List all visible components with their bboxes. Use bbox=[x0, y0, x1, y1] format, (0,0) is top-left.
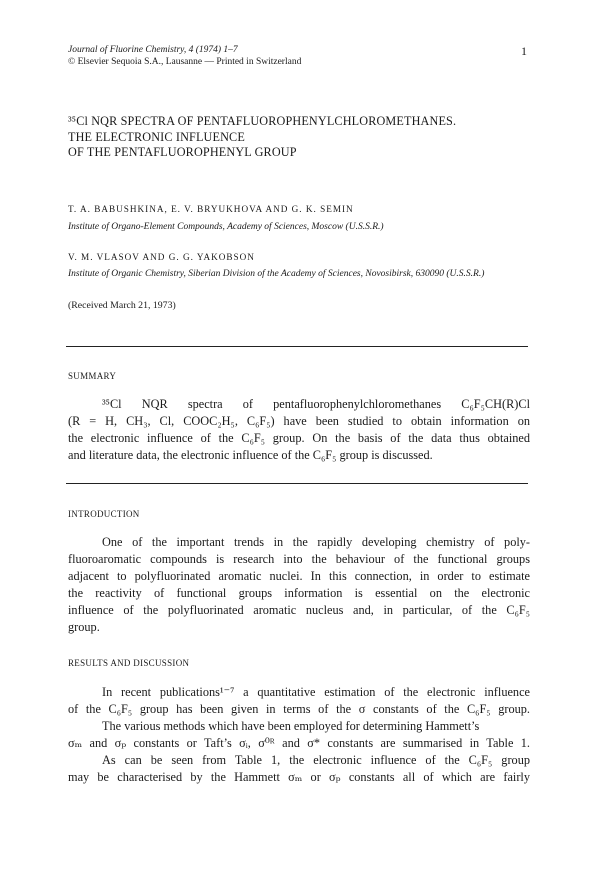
text-line: fluoroaromatic compounds is research into the behaviour of the functional groups bbox=[68, 552, 530, 566]
text-line: In recent publications¹⁻⁷ a quantitative estimation of the electronic influence bbox=[102, 685, 530, 699]
text-line: may be characterised by the Hammett σₘ or σₚ constants all of which are fairly bbox=[68, 770, 530, 784]
text-line: influence of the polyfluorinated aromatic nucleus and, in particular, of the C₆F₅ bbox=[68, 603, 530, 617]
author-list: T. A. BABUSHKINA, E. V. BRYUKHOVA AND G. K. SEMIN bbox=[68, 204, 354, 214]
title-line: OF THE PENTAFLUOROPHENYL GROUP bbox=[68, 145, 297, 159]
text-line: (R = H, CH₃, Cl, COOC₂H₅, C₆F₅) have been studied to obtain information on bbox=[68, 414, 530, 428]
section-heading-summary: SUMMARY bbox=[68, 371, 117, 381]
section-heading-introduction: INTRODUCTION bbox=[68, 509, 140, 519]
page-number: 1 bbox=[521, 44, 527, 58]
received-date: (Received March 21, 1973) bbox=[68, 300, 176, 311]
divider bbox=[66, 346, 528, 347]
results-text bbox=[68, 684, 530, 786]
text-line: σₘ and σₚ constants or Taft’s σᵢ, σ⁰ᴿ and σ* constants are summarised in Table 1. bbox=[68, 736, 530, 750]
copyright-line: © Elsevier Sequoia S.A., Lausanne — Printed in Switzerland bbox=[68, 57, 302, 67]
text-line: group. bbox=[68, 620, 100, 634]
text-line: adjacent to polyfluorinated aromatic nuclei. In this connection, in order to estimate bbox=[68, 569, 530, 583]
affiliation: Institute of Organo-Element Compounds, Academy of Sciences, Moscow (U.S.S.R.) bbox=[68, 222, 384, 232]
text-line: One of the important trends in the rapidly developing chemistry of poly- bbox=[102, 535, 530, 549]
text-line: As can be seen from Table 1, the electronic influence of the C₆F₅ group bbox=[102, 753, 530, 767]
paper-title bbox=[68, 114, 538, 161]
title-line: THE ELECTRONIC INFLUENCE bbox=[68, 129, 245, 144]
text-line: the electronic influence of the C₆F₅ group. On the basis of the data thus obtained bbox=[68, 431, 530, 445]
text-line: the reactivity of functional groups information is essential on the electronic bbox=[68, 586, 530, 600]
title-line: ³⁵Cl NQR SPECTRA OF PENTAFLUOROPHENYLCHLOROMETHANES. bbox=[68, 114, 457, 128]
text-line: ³⁵Cl NQR spectra of pentafluorophenylchloromethanes C₆F₅CH(R)Cl bbox=[102, 397, 530, 411]
section-heading-results: RESULTS AND DISCUSSION bbox=[68, 658, 190, 668]
summary-text bbox=[68, 396, 530, 464]
text-line: of the C₆F₅ group has been given in terms of the σ constants of the C₆F₅ group. bbox=[68, 702, 530, 716]
text-line: The various methods which have been employed for determining Hammett’s bbox=[102, 719, 480, 733]
author-list: V. M. VLASOV AND G. G. YAKOBSON bbox=[68, 252, 255, 262]
journal-citation: Journal of Fluorine Chemistry, 4 (1974) 1–7 bbox=[68, 45, 238, 55]
affiliation: Institute of Organic Chemistry, Siberian Division of the Academy of Sciences, Novosibirsk, 630090 (U.S.S.R.) bbox=[68, 269, 485, 279]
introduction-text bbox=[68, 534, 530, 636]
text-line: and literature data, the electronic influence of the C₆F₅ group is discussed. bbox=[68, 448, 433, 462]
divider bbox=[66, 483, 528, 484]
